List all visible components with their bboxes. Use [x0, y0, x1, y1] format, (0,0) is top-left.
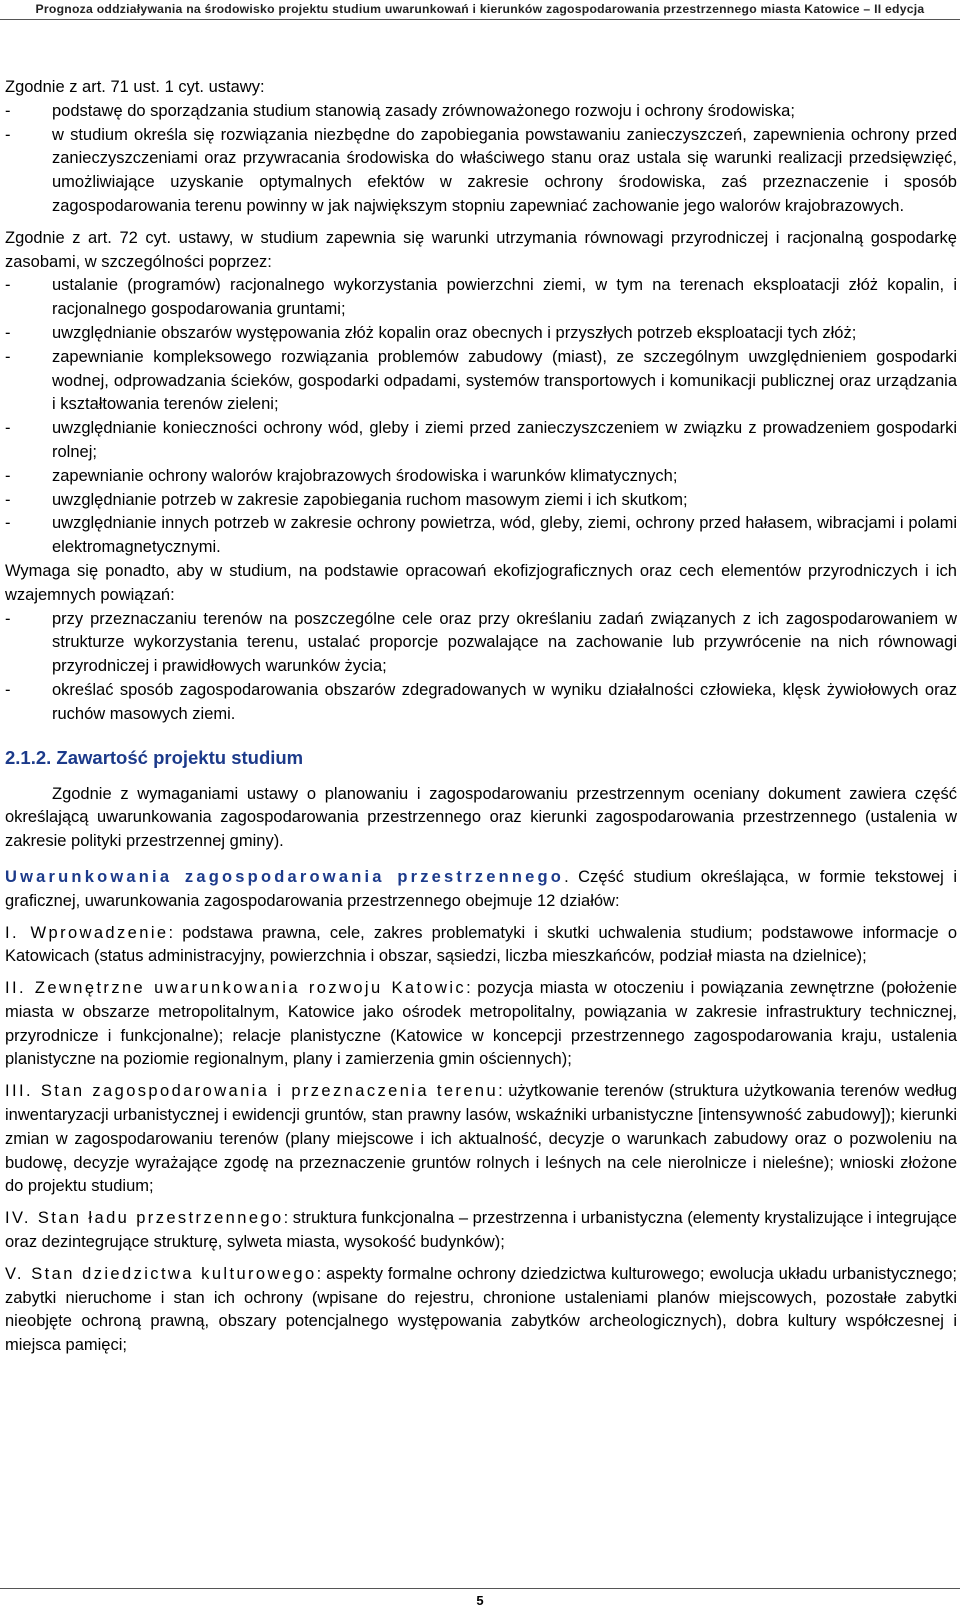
list-item [5, 100, 957, 124]
bullet-dash: - [5, 125, 11, 144]
bullet-dash: - [5, 490, 11, 509]
list-item [5, 274, 957, 322]
section-heading: 2.1.2. Zawartość projektu studium [5, 746, 304, 768]
art71-list [5, 100, 957, 219]
art72-intro: Zgodnie z art. 72 cyt. ustawy, w studium zapewnia się warunki utrzymania równowagi przyrodniczej i racjonalną gospodarkę zasobami, w szczególności poprzez: [5, 228, 957, 271]
bullet-dash: - [5, 609, 11, 628]
list-item [5, 465, 957, 489]
wymaga-intro: Wymaga się ponadto, aby w studium, na podstawie opracowań ekofizjograficznych oraz cech elementów przyrodniczych i ich wzajemnych powiązań: [5, 561, 957, 604]
list-item-text: uwzględnianie potrzeb w zakresie zapobiegania ruchom masowym ziemi i ich skutkom; [52, 490, 688, 509]
uwarunkowania-label: Uwarunkowania zagospodarowania przestrzennego [5, 867, 565, 886]
list-item-text: podstawę do sporządzania studium stanowią zasady zrównoważonego rozwoju i ochrony środowiska; [52, 101, 795, 120]
chapter-text: : użytkowanie terenów (struktura użytkowania terenów według inwentaryzacji urbanistycznej i ewidencji gruntów, stan prawny lasów, wskaźniki urbanistyczne [intensywność zabudowy]); kierunki zmian w zagospodarowaniu terenów (plany miejscowe i ich aktualność, decyzje o warunkach zabudowy oraz o pozwoleniu na budowę, decyzje wyrażające zgodę na przeznaczenie gruntów rolnych i leśnych na cele nierolnicze i nieleśne); wnioski złożone do projektu studium; [5, 1082, 957, 1196]
chapter-paragraph [5, 1207, 957, 1255]
chapter-label: V. Stan dziedzictwa kulturowego [5, 1264, 317, 1283]
chapter-text: : aspekty formalne ochrony dziedzictwa kulturowego; ewolucja układu urbanistycznego; zabytki nieruchome i stan ich ochrony (wpisane do rejestru, chronione ustaleniami planów miejscowych, pozostałe zabytki nieobjęte ochroną prawną, obszary potencjalnego występowania zabytków archeologicznych), dobra kultury współczesnej i miejsca pamięci; [5, 1264, 957, 1355]
list-item [5, 489, 957, 513]
list-item [5, 417, 957, 465]
chapter-text: : struktura funkcjonalna – przestrzenna i urbanistyczna (elementy krystalizujące i integrujące oraz dezintegrujące strukturę, sylweta miasta, wysokość budynków); [5, 1209, 957, 1252]
chapter-label: IV. Stan ładu przestrzennego [5, 1209, 284, 1228]
document-running-header: Prognoza oddziaływania na środowisko projektu studium uwarunkowań i kierunków zagospodarowania przestrzennego miasta Katowice – II edycja [35, 2, 925, 16]
section-intro: Zgodnie z wymaganiami ustawy o planowaniu i zagospodarowaniu przestrzennym oceniany dokument zawiera część określającą uwarunkowania zagospodarowania przestrzennego oraz kierunki zagospodarowania przestrzennego (ustalenia w zakresie polityki przestrzennej gminy). [5, 784, 957, 851]
list-item [5, 512, 957, 560]
header-divider [0, 19, 960, 20]
chapter-paragraph [5, 1080, 957, 1199]
document-body [5, 76, 957, 1358]
chapter-paragraph [5, 977, 957, 1072]
chapter-paragraph [5, 1263, 957, 1358]
bullet-dash: - [5, 419, 11, 438]
chapter-text: : podstawa prawna, cele, zakres problematyki i skutki uchwalenia studium; podstawowe informacje o Katowicach (status administracyjny, powierzchnia i obszar, sąsiedzi, liczba mieszkańców, podział miasta na dzielnice); [5, 923, 958, 966]
bullet-dash: - [5, 466, 11, 485]
list-item-text: w studium określa się rozwiązania niezbędne do zapobiegania powstawaniu zanieczyszczeń, zapewnienia ochrony przed zanieczyszczeniami oraz przywracania środowiska do właściwego stanu oraz ustala się warunki realizacji przedsięwzięć, umożliwiające uzyskanie optymalnych efektów w zakresie ochrony środowiska, zaś przeznaczenie i sposób zagospodarowania terenu powinny w jak największym stopniu zapewniać zachowanie jego walorów krajobrazowych. [52, 125, 957, 215]
chapter-text: : pozycja miasta w otoczeniu i powiązania zewnętrzne (położenie miasta w obszarze metropolitalnym, Katowice jako ośrodek metropolitalny, powiązania w zakresie infrastruktury technicznej, przyrodnicze i funkcjonalne); relacje planistyczne (Katowice w koncepcji przestrzennego zagospodarowania kraju, ustalenia planistyczne na poziomie regionalnym, plany i zamierzenia gmin ościennych); [5, 979, 957, 1069]
chapter-paragraph [5, 922, 957, 970]
list-item-text: zapewnianie kompleksowego rozwiązania problemów zabudowy (miast), ze szczególnym uwzględnieniem gospodarki wodnej, odprowadzania ścieków, gospodarki odpadami, systemów transportowych i komunikacji publicznej oraz urządzania i kształtowania terenów zieleni; [52, 347, 957, 414]
bullet-dash: - [5, 323, 11, 342]
bullet-dash: - [5, 276, 11, 295]
list-item-text: uwzględnianie innych potrzeb w zakresie ochrony powietrza, wód, gleby, ziemi, ochrony przed hałasem, wibracjami i polami elektromagnetycznymi. [52, 514, 957, 557]
wymaga-list [5, 608, 957, 727]
uwarunkowania-paragraph [5, 866, 957, 914]
list-item-text: określać sposób zagospodarowania obszarów zdegradowanych w wyniku działalności człowieka, klęsk żywiołowych oraz ruchów masowych ziemi. [52, 680, 957, 723]
bullet-dash: - [5, 101, 11, 120]
page-number: 5 [476, 1593, 484, 1608]
list-item-text: przy przeznaczaniu terenów na poszczególne cele oraz przy określaniu zadań związanych z ich zagospodarowaniem w strukturze wykorzystania terenu, ustalać proporcje pozwalające na zachowanie lub przywrócenie na nich równowagi przyrodniczej i prawidłowych warunków życia; [52, 609, 957, 676]
chapter-label: I. Wprowadzenie [5, 923, 169, 942]
bullet-dash: - [5, 514, 11, 533]
bullet-dash: - [5, 347, 11, 366]
chapter-label: II. Zewnętrzne uwarunkowania rozwoju Katowic [5, 979, 467, 998]
list-item-text: zapewnianie ochrony walorów krajobrazowych środowiska i warunków klimatycznych; [52, 466, 678, 485]
uwarunkowania-text: . Część studium określająca, w formie tekstowej i graficznej, uwarunkowania zagospodarowania przestrzennego obejmuje 12 działów: [5, 867, 957, 910]
list-item-text: uwzględnianie obszarów występowania złóż kopalin oraz obecnych i przyszłych potrzeb eksploatacji tych złóż; [52, 323, 857, 342]
art71-intro: Zgodnie z art. 71 ust. 1 cyt. ustawy: [5, 78, 265, 96]
chapter-label: III. Stan zagospodarowania i przeznaczenia terenu [5, 1082, 499, 1101]
bullet-dash: - [5, 680, 11, 699]
list-item [5, 608, 957, 679]
list-item-text: uwzględnianie konieczności ochrony wód, gleby i ziemi przed zanieczyszczeniem w związku z prowadzeniem gospodarki rolnej; [52, 419, 957, 461]
list-item [5, 679, 957, 727]
list-item [5, 322, 957, 346]
list-item [5, 124, 957, 219]
footer-divider [0, 1588, 960, 1589]
list-item [5, 346, 957, 417]
art72-list [5, 274, 957, 560]
list-item-text: ustalanie (programów) racjonalnego wykorzystania powierzchni ziemi, w tym na terenach eksploatacji złóż kopalin, i racjonalnego gospodarowania gruntami; [52, 276, 957, 319]
